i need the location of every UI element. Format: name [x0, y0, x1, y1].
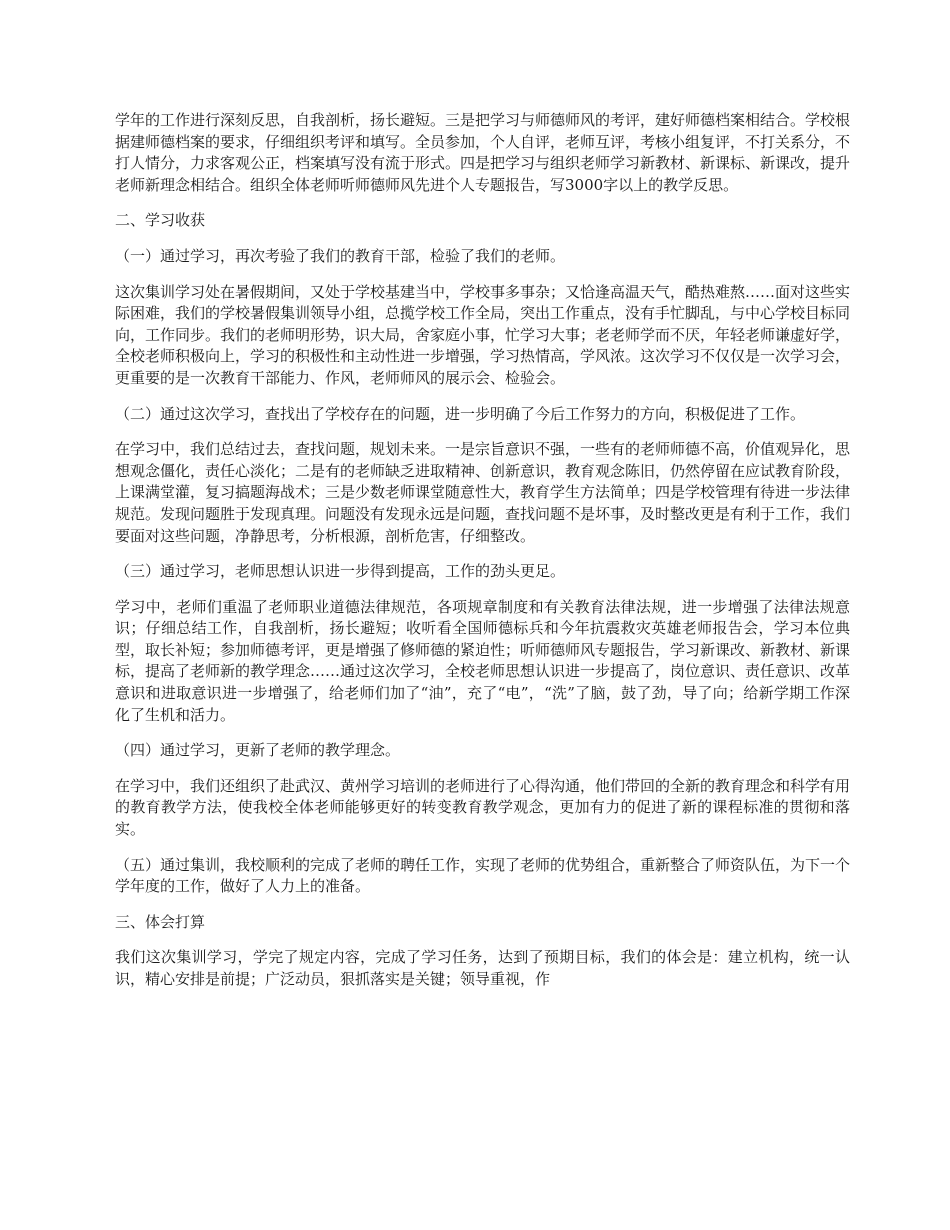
section-heading-learning-gains: 二、学习收获: [115, 211, 206, 230]
paragraph-intro: 学年的工作进行深刻反思，自我剖析，扬长避短。三是把学习与师德师风的考评，建好师德档案相结合。学校根据建师德档案的要求，仔细组织考评和填写。全员参加，个人自评，老师互评，考核小组复评，不打关系分，不打人情分，力求客观公正，档案填写没有流于形式。四是把学习与组织老师学习新教材、新课标、新课改，提升老师新理念相结合。组织全体老师听师德师风先进个人专题报告，写3000字以上的教学反思。: [115, 111, 851, 194]
subheading-2: （二）通过这次学习，查找出了学校存在的问题，进一步明确了今后工作努力的方向，积极促进了工作。: [115, 404, 806, 423]
subheading-1: （一）通过学习，再次考验了我们的教育干部，检验了我们的老师。: [115, 246, 566, 265]
section-heading-reflections: 三、体会打算: [115, 912, 206, 931]
subheading-3: （三）通过学习，老师思想认识进一步得到提高，工作的劲头更足。: [115, 562, 566, 581]
subheading-5: （五）通过集训，我校顺利的完成了老师的聘任工作，实现了老师的优势组合，重新整合了师资队伍，为下一个学年度的工作，做好了人力上的准备。: [115, 855, 851, 896]
subheading-4: （四）通过学习，更新了老师的教学理念。: [115, 741, 401, 760]
paragraph-3: 学习中，老师们重温了老师职业道德法律规范，各项规章制度和有关教育法律法规，进一步增强了法律法规意识；仔细总结工作，自我剖析，扬长避短；收听看全国师德标兵和今年抗震救灾英雄老师报告会，学习本位典型，取长补短；参加师德考评，更是增强了修师德的紧迫性；听师德师风专题报告，学习新课改、新教材、新课标，提高了老师新的教学理念……通过这次学习，全校老师思想认识进一步提高了，岗位意识、责任意识、改革意识和进取意识进一步增强了，给老师们加了“油”，充了“电”，“洗”了脑，鼓了劲，导了向；给新学期工作深化了生机和活力。: [115, 597, 851, 724]
paragraph-5: 我们这次集训学习，学完了规定内容，完成了学习任务，达到了预期目标，我们的体会是：建立机构，统一认识，精心安排是前提；广泛动员，狠抓落实是关键；领导重视，作: [115, 948, 850, 988]
paragraph-4: 在学习中，我们还组织了赴武汉、黄州学习培训的老师进行了心得沟通，他们带回的全新的教育理念和科学有用的教育教学方法，使我校全体老师能够更好的转变教育教学观念，更加有力的促进了新的课程标准的贯彻和落实。: [115, 776, 851, 839]
paragraph-1: 这次集训学习处在暑假期间，又处于学校基建当中，学校事多事杂；又恰逢高温天气，酷热难熬……面对这些实际困难，我们的学校暑假集训领导小组，总揽学校工作全局，突出工作重点，没有手忙脚乱，与中心学校目标同向，工作同步。我们的老师明形势，识大局，舍家庭小事，忙学习大事；老老师学而不厌，年轻老师谦虚好学，全校老师积极向上，学习的积极性和主动性进一步增强，学习热情高，学风浓。这次学习不仅仅是一次学习会，更重要的是一次教育干部能力、作风，老师师风的展示会、检验会。: [115, 282, 851, 387]
paragraph-2: 在学习中，我们总结过去，查找问题，规划未来。一是宗旨意识不强，一些有的老师师德不高，价值观异化，思想观念僵化，责任心淡化；二是有的老师缺乏进取精神、创新意识，教育观念陈旧，仍然停留在应试教育阶段，上课满堂灌，复习搞题海战术；三是少数老师课堂随意性大，教育学生方法简单；四是学校管理有待进一步法律规范。发现问题胜于发现真理。问题没有发现永远是问题，查找问题不是坏事，及时整改更是有利于工作，我们要面对这些问题，净静思考，分析根源，剖析危害，仔细整改。: [115, 440, 851, 545]
document-body: [115, 110, 850, 1005]
